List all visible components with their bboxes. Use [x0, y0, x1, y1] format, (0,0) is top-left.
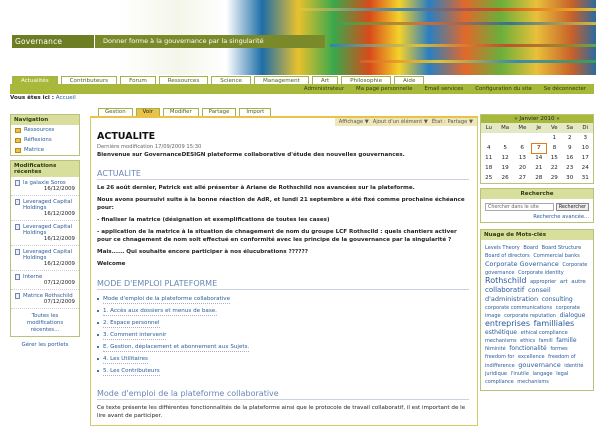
tag-cloud-link[interactable]: Commercial banks	[533, 253, 580, 259]
tag-cloud-title: Nuage de Mots-clés	[481, 230, 593, 240]
folder-icon	[15, 138, 21, 143]
weekday: Ma	[496, 123, 513, 133]
site-tagline: Donner forme à la gouvernance par la singularité	[95, 35, 325, 48]
tab-modifier[interactable]: Modifier	[163, 108, 199, 116]
calendar-day: 20	[518, 165, 526, 171]
section-heading-mode-emploi: MODE D'EMPLOI PLATEFORME	[97, 279, 469, 290]
calendar-day: 4	[486, 145, 491, 151]
calendar-title[interactable]: « Janvier 2010 »	[481, 115, 593, 123]
tag-cloud-link[interactable]: Board	[523, 245, 539, 251]
calendar-day: 10	[581, 145, 589, 151]
document-icon	[15, 224, 20, 230]
recent-item[interactable]	[11, 271, 79, 290]
search-body	[481, 199, 593, 222]
state-menu[interactable]: État : Partage ▼	[431, 119, 473, 125]
globe-icon	[15, 180, 20, 186]
paragraph: - finaliser la matrice (désignation et exemplifications de toutes les cases)	[97, 217, 330, 223]
tab-aide[interactable]: Aide	[394, 76, 424, 84]
recent-all-wrap	[11, 309, 79, 336]
tag-cloud-link[interactable]: l'inutile	[510, 371, 529, 377]
nav-label: Matrice	[24, 147, 45, 153]
document-icon	[15, 249, 20, 255]
calendar-day: 29	[550, 175, 558, 181]
tag-cloud-link[interactable]: juridique	[485, 371, 507, 377]
tag-cloud-link[interactable]: Corporate identity	[518, 270, 564, 276]
tag-cloud-link[interactable]: fonctionalité	[509, 345, 547, 352]
tag-cloud-link[interactable]: Board of directors	[485, 253, 530, 259]
tab-gestion[interactable]: Gestion	[98, 108, 133, 116]
recent-item[interactable]	[11, 196, 79, 221]
toc-item[interactable]	[97, 342, 469, 354]
paragraph: - application de la matrice à la situation de chnagement de nom du groupe LCF Rothscild : quels chantiers activer pour ce chnagement de nom soit effectué en conformité avec les principe de la gouvernance par la singularité ?	[97, 229, 457, 243]
paragraph: Welcome	[97, 261, 126, 267]
tag-cloud-link[interactable]: art	[559, 279, 568, 285]
calendar-week	[481, 143, 593, 153]
calendar-day: 28	[535, 175, 543, 181]
toc-link[interactable]: E. Gestion, déplacement et abonnement aux Sujets.	[103, 344, 250, 350]
action-bar	[335, 118, 477, 126]
tab-management[interactable]: Management	[254, 76, 309, 84]
tab-ressources[interactable]: Ressources	[159, 76, 208, 84]
calendar-day: 30	[566, 175, 574, 181]
tab-philosophie[interactable]: Philosophie	[341, 76, 391, 84]
toc-item[interactable]	[97, 318, 469, 330]
user-bar	[10, 84, 594, 94]
page-description: Bienvenue sur GovernanceDESIGN plateforme collaborative d'étude des nouvelles gouvernances.	[97, 152, 405, 158]
calendar-day: 25	[485, 175, 493, 181]
toc-link[interactable]: 2. Espace personnel	[103, 320, 160, 326]
tag-cloud-link[interactable]: ethical compliance	[520, 330, 568, 336]
calendar-header-row	[481, 123, 593, 133]
calendar-day	[531, 133, 546, 143]
tag-cloud-link[interactable]: corporate communications	[485, 305, 553, 311]
recent-item-date: 16/12/2009	[43, 186, 75, 192]
tag-cloud-link[interactable]: esthétique	[485, 329, 517, 336]
calendar-day: 19	[501, 165, 509, 171]
calendar-today: 7	[531, 143, 546, 153]
tag-cloud-link[interactable]: collaboratif	[485, 286, 525, 294]
tab-actualites[interactable]: Actualités	[12, 76, 58, 84]
recent-title: Modifications récentes	[11, 161, 79, 177]
logo-bold: DESIGN	[15, 50, 49, 59]
calendar-day: 26	[501, 175, 509, 181]
tag-cloud	[481, 240, 593, 390]
calendar-week	[481, 163, 593, 173]
calendar-day: 15	[550, 155, 558, 161]
tag-cloud-link[interactable]: approprier	[530, 279, 557, 285]
navigation-portlet	[10, 114, 80, 156]
recent-item-date: 07/12/2009	[43, 280, 75, 286]
tag-cloud-link[interactable]: Levels Theory	[485, 245, 520, 251]
paragraph: Le 26 août dernier, Patrick est allé présenter à Ariane de Rothschild nos avancées sur la plateforme.	[97, 185, 415, 191]
calendar-grid	[481, 123, 593, 183]
tag-cloud-link[interactable]: familliales	[533, 319, 575, 328]
tag-cloud-link[interactable]: corporate image	[485, 305, 580, 319]
section-heading-mode-emploi-plateforme: Mode d'emploi de la plateforme collaborative	[97, 389, 469, 400]
calendar-week	[481, 153, 593, 163]
navigation-title: Navigation	[11, 115, 79, 125]
main-tabs	[12, 76, 424, 84]
user-link-personal[interactable]: Ma page personnelle	[356, 86, 413, 92]
tag-cloud-portlet	[480, 229, 594, 391]
calendar-week	[481, 173, 593, 183]
tag-cloud-link[interactable]: freedom of indifference	[485, 354, 576, 369]
recent-item-date: 07/12/2009	[43, 299, 75, 305]
nav-label: Ressources	[24, 127, 55, 133]
calendar-week	[481, 133, 593, 143]
recent-item-title: la galaxie Soros	[23, 180, 66, 186]
folder-icon	[15, 274, 20, 280]
search-input[interactable]: Chercher dans le site	[485, 203, 554, 211]
banner-streak	[340, 22, 596, 25]
calendar-day: 2	[567, 135, 572, 141]
calendar-day: 3	[583, 135, 588, 141]
tab-partage[interactable]: Partage	[202, 108, 237, 116]
user-link-logout[interactable]: Se déconnecter	[543, 86, 586, 92]
calendar-day: 5	[503, 145, 507, 151]
tag-cloud-link[interactable]: Board Structure	[541, 245, 582, 251]
nav-item-reflexions[interactable]	[11, 135, 79, 145]
recent-item[interactable]	[11, 290, 79, 309]
nav-item-matrice[interactable]	[11, 145, 79, 155]
nav-label: Réflexions	[24, 137, 52, 143]
recent-item-date: 16/12/2009	[43, 261, 75, 267]
breadcrumb	[10, 95, 76, 101]
calendar-day: 9	[567, 145, 572, 151]
recent-item-date: 16/12/2009	[43, 236, 75, 242]
tag-cloud-link[interactable]: consulting	[541, 296, 573, 303]
toc-link[interactable]: 5. Les Contributeurs	[103, 368, 160, 374]
left-column	[10, 114, 80, 348]
calendar-day: 24	[581, 165, 589, 171]
tag-cloud-link[interactable]: gouvernance	[518, 361, 561, 369]
breadcrumb-home[interactable]: Accueil	[55, 95, 76, 101]
calendar-day	[481, 133, 496, 143]
add-item-menu[interactable]: Ajout d'un élément ▼	[372, 119, 428, 125]
recent-all-link[interactable]: Toutes les modifications récentes...	[26, 313, 64, 333]
tag-cloud-link[interactable]: freedom for	[485, 354, 515, 360]
tag-cloud-link[interactable]: autre	[571, 279, 586, 285]
toc-link[interactable]: Mode d'emploi de la plateforme collaborative	[103, 296, 231, 302]
tag-cloud-link[interactable]: mechanisms	[517, 379, 549, 385]
toc-item[interactable]	[97, 306, 469, 318]
tab-voir[interactable]: Voir	[136, 108, 160, 116]
content-tabs	[98, 108, 271, 116]
last-modified: Dernière modification 17/09/2009 15:30	[97, 144, 202, 150]
page-title: ACTUALITE	[97, 131, 156, 142]
calendar-day: 13	[518, 155, 526, 161]
calendar-day: 14	[535, 155, 543, 162]
toc-item[interactable]	[97, 366, 469, 378]
tag-cloud-link[interactable]: famille	[556, 337, 577, 344]
banner-streak	[360, 60, 596, 63]
tab-import[interactable]: Import	[239, 108, 271, 116]
tag-cloud-link[interactable]: féminité	[485, 346, 506, 352]
calendar-day: 27	[518, 175, 526, 181]
content-panel	[90, 116, 478, 426]
calendar-portlet	[480, 114, 594, 184]
search-portlet	[480, 188, 594, 223]
weekday: Me	[514, 123, 531, 133]
toc-link[interactable]: 1. Accès aux dossiers et menus de base.	[103, 308, 217, 314]
recent-changes-portlet	[10, 160, 80, 337]
site-logo[interactable]	[12, 35, 94, 59]
folder-icon	[15, 128, 21, 133]
tag-cloud-link[interactable]: mechanisms	[485, 338, 517, 344]
weekday: Lu	[481, 123, 496, 133]
search-button[interactable]: Rechercher	[556, 203, 589, 211]
tab-science[interactable]: Science	[211, 76, 251, 84]
search-title: Recherche	[481, 189, 593, 199]
paragraph: Ce texte présente les différentes fonctionnalités de la plateforme ainsi que le protocole de travail collaboratif, il est important de le lire avant de participer.	[97, 405, 466, 419]
recent-item-title: Interne	[23, 274, 43, 280]
portlets-wrap	[10, 341, 80, 348]
paragraph: Mais...... Qui souhaite encore participer à nos élucubrations ??????	[97, 249, 308, 255]
tag-cloud-link[interactable]: conseil d'administration	[485, 286, 551, 303]
calendar-day: 21	[535, 165, 543, 171]
tag-cloud-link[interactable]: Rothschild	[485, 276, 527, 285]
breadcrumb-label: Vous êtes ici :	[10, 95, 54, 101]
tag-cloud-link[interactable]: identité	[564, 363, 584, 369]
calendar-day	[514, 133, 531, 143]
calendar-day: 11	[485, 155, 493, 161]
toc-item[interactable]	[97, 294, 469, 306]
tag-cloud-link[interactable]: entreprises	[485, 319, 531, 328]
tag-cloud-link[interactable]: excellence	[518, 354, 545, 360]
recent-item-title: Leveraged Capital Holdings	[23, 199, 73, 211]
user-link-admin[interactable]: Administrateur	[303, 86, 345, 92]
calendar-day: 1	[552, 135, 557, 141]
recent-item-title: Leveraged Capital Holdings	[23, 249, 73, 261]
recent-item[interactable]	[11, 177, 79, 196]
toc-item[interactable]	[97, 330, 469, 342]
banner-streak	[300, 8, 596, 11]
toc-link[interactable]: 4. Les Utilitaires	[103, 356, 148, 362]
tag-cloud-link[interactable]: formes	[550, 346, 568, 352]
calendar-day: 18	[485, 165, 493, 171]
calendar-day: 16	[566, 155, 574, 161]
user-link-email[interactable]: Email services	[424, 86, 464, 92]
page-content	[97, 131, 469, 420]
advanced-search-link[interactable]: Recherche avancée...	[533, 214, 589, 220]
tag-cloud-link[interactable]: langage	[532, 371, 553, 377]
calendar-day: 23	[566, 165, 574, 171]
tab-contributeurs[interactable]: Contributeurs	[61, 76, 117, 84]
calendar-day: 31	[581, 175, 589, 181]
toc-link[interactable]: 3. Comment intervenir	[103, 332, 167, 338]
calendar-day: 22	[550, 165, 558, 171]
tag-cloud-link[interactable]: Corporate governance	[485, 262, 588, 276]
display-menu[interactable]: Affichage ▼	[338, 119, 369, 125]
recent-item-date: 16/12/2009	[43, 211, 75, 217]
tag-cloud-link[interactable]: corporate reputation	[504, 313, 556, 319]
nav-item-ressources[interactable]	[11, 125, 79, 135]
section-heading-actualite: ACTUALITE	[97, 169, 469, 180]
document-icon	[15, 293, 20, 299]
calendar-day: 8	[552, 145, 557, 151]
folder-icon	[15, 148, 21, 153]
tab-forum[interactable]: Forum	[120, 76, 156, 84]
calendar-day	[496, 133, 513, 143]
right-column	[480, 114, 594, 391]
tag-cloud-link[interactable]: ethics	[520, 338, 536, 344]
search-row	[485, 203, 589, 211]
recent-item-title: Leveraged Capital Holdings	[23, 224, 73, 236]
weekday: Di	[577, 123, 593, 133]
weekday: Ve	[547, 123, 562, 133]
logo-main: Governance	[15, 37, 63, 46]
globe-icon	[15, 199, 20, 205]
table-of-contents	[97, 294, 469, 378]
tab-art[interactable]: Art	[312, 76, 338, 84]
tag-cloud-link[interactable]: Corporate Governance	[485, 260, 559, 268]
banner-streak	[330, 44, 596, 47]
recent-item[interactable]	[11, 246, 79, 271]
recent-item-title: Matrice Rothschild	[23, 293, 73, 299]
weekday: Sa	[562, 123, 577, 133]
user-link-config[interactable]: Configuration du site	[475, 86, 532, 92]
toc-item[interactable]	[97, 354, 469, 366]
manage-portlets-link[interactable]: Gérer les portlets	[21, 342, 69, 348]
calendar-day: 12	[501, 155, 509, 161]
calendar-day: 17	[581, 155, 589, 161]
paragraph: Nous avons poursuivi suite à la bonne réaction de AdR, et lundi 21 septembre a été fixé comme prochaine échéance pour:	[97, 197, 465, 211]
recent-item[interactable]	[11, 221, 79, 246]
tag-cloud-link[interactable]: famill	[538, 338, 553, 344]
calendar-day: 6	[520, 145, 524, 151]
tag-cloud-link[interactable]: legal compliance	[485, 371, 569, 385]
content-area	[90, 106, 478, 426]
tag-cloud-link[interactable]: dialogue	[559, 312, 586, 319]
weekday: Je	[531, 123, 546, 133]
